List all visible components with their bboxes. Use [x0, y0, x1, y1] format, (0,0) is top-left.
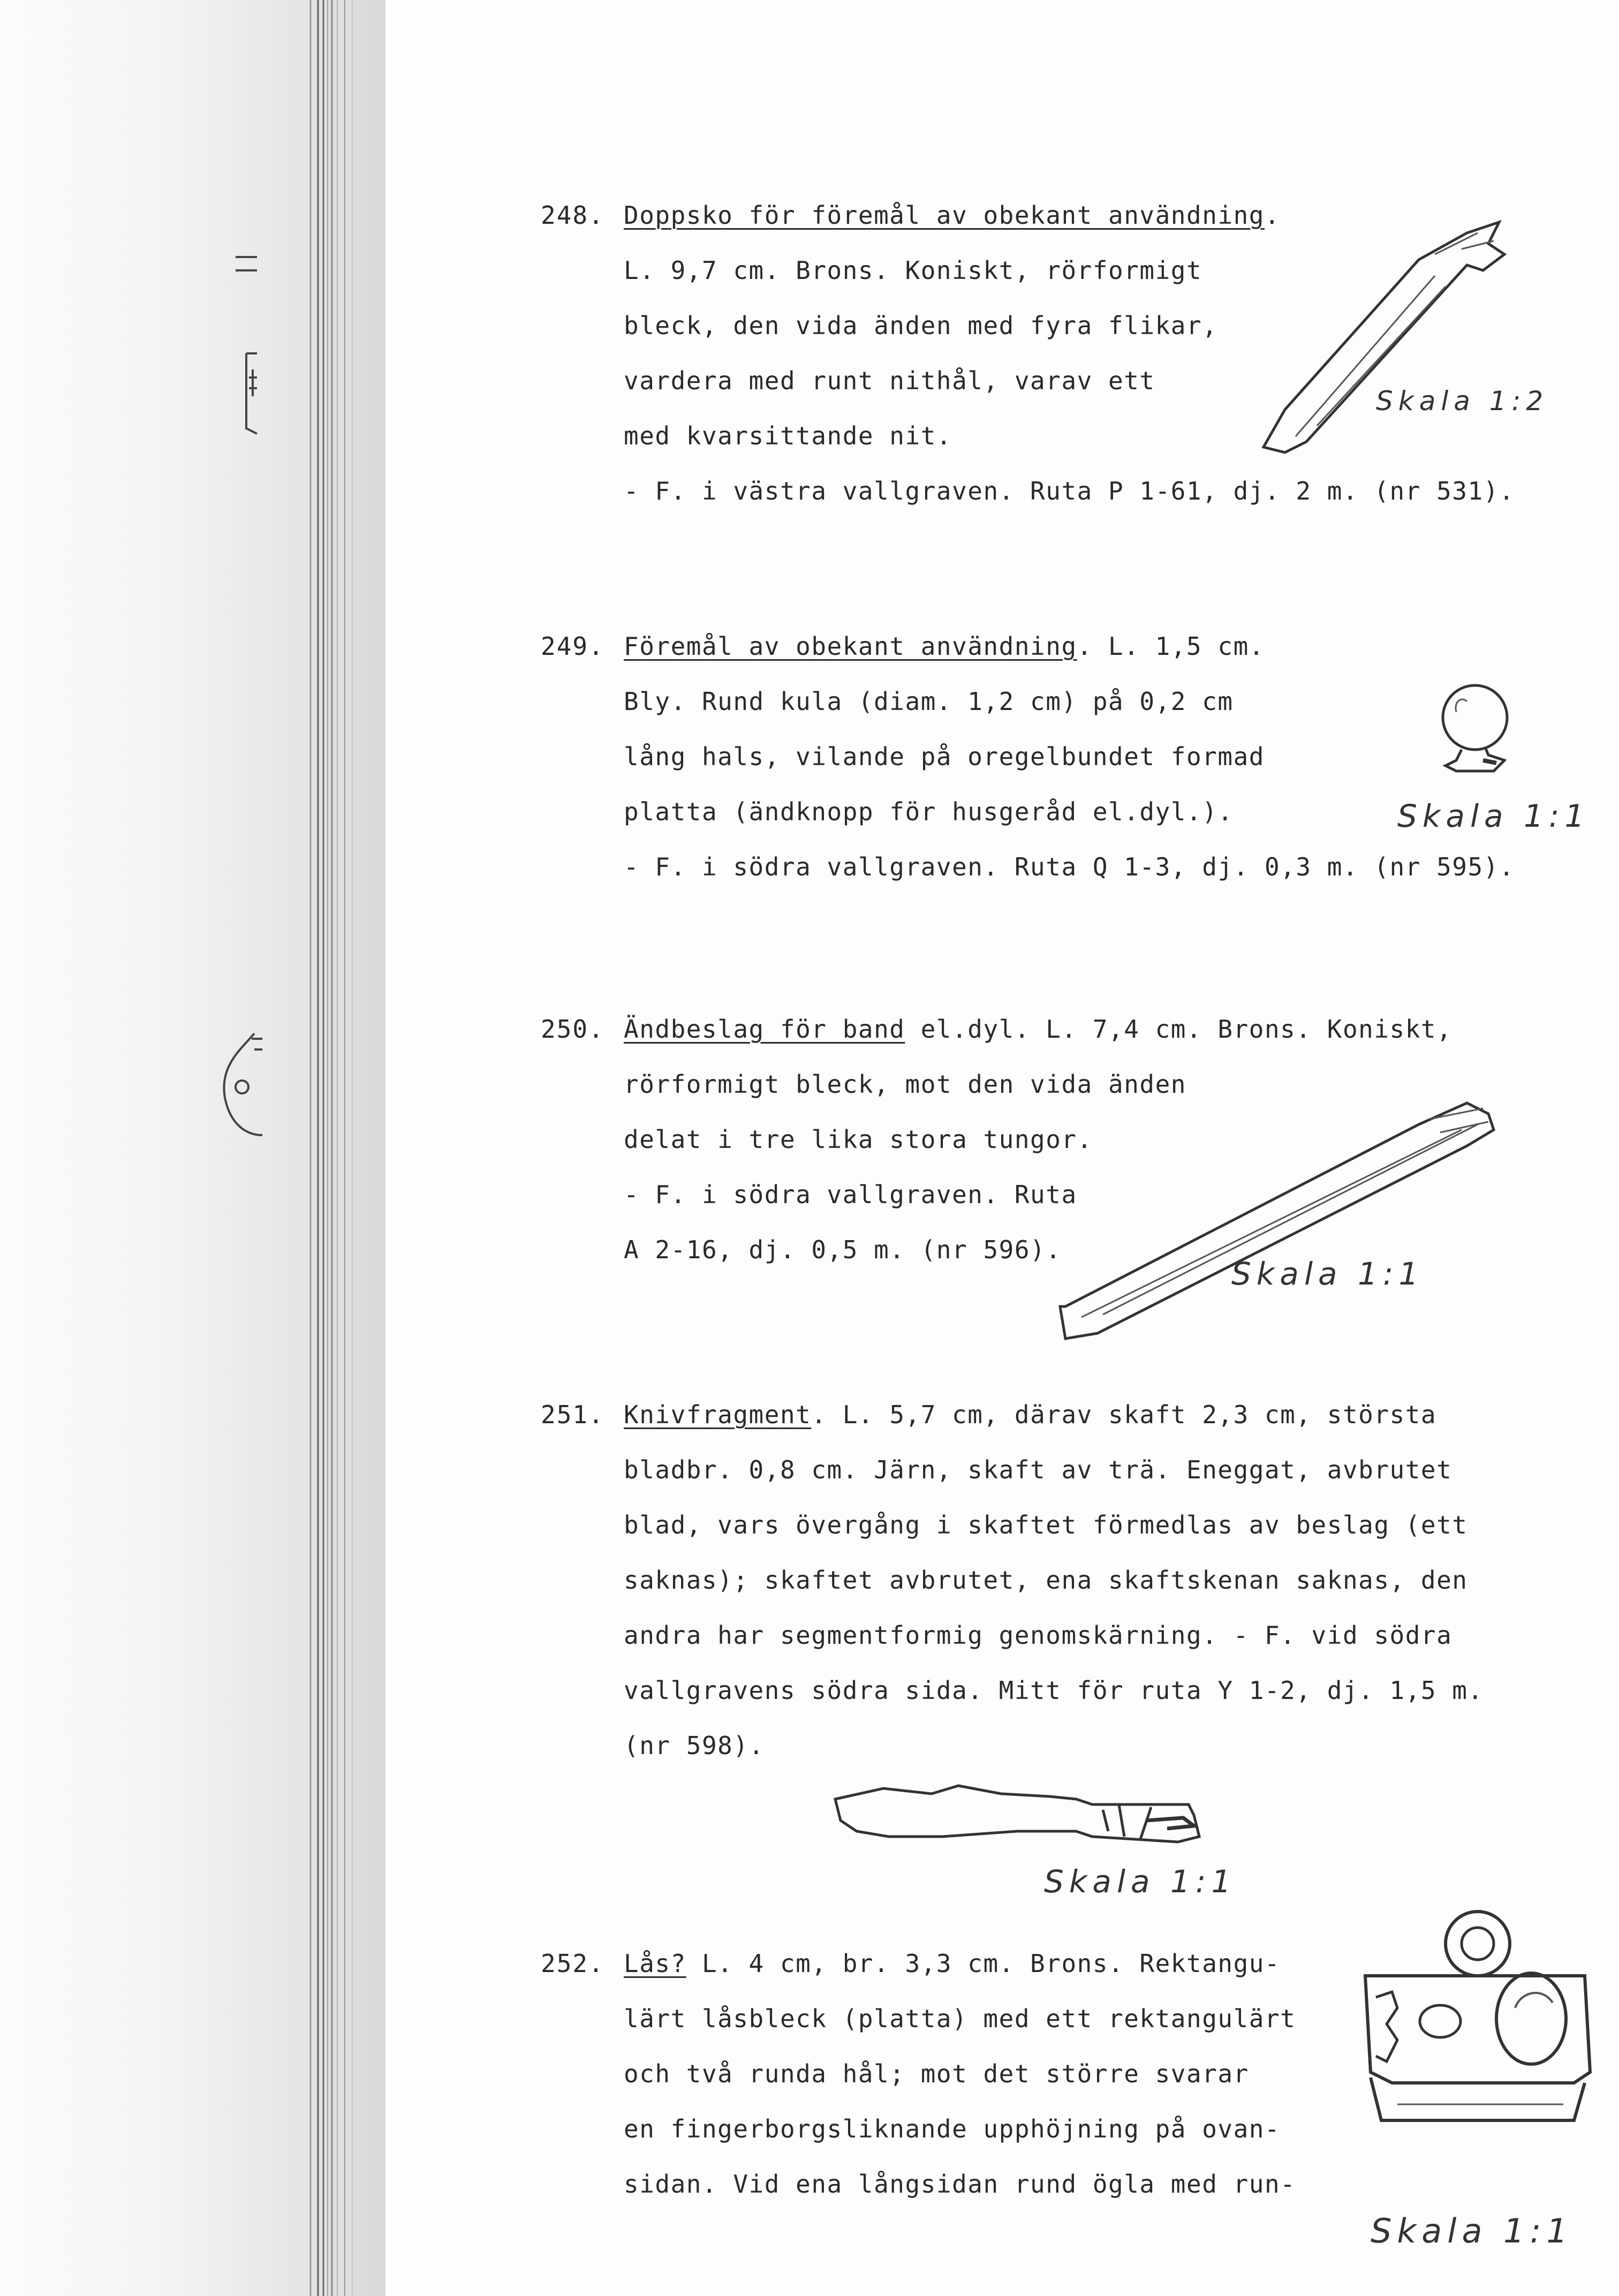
entry-text-line: bleck, den vida änden med fyra flikar,	[624, 311, 1218, 340]
entry-title-line	[624, 1949, 1280, 1978]
entry-title-suffix: el.dyl. L. 7,4 cm. Brons. Koniskt,	[905, 1015, 1452, 1044]
entry-title-suffix: . L. 1,5 cm.	[1077, 632, 1265, 661]
entry-findspot-line: - F. i västra vallgraven. Ruta P 1-61, dj. 2 m. (nr 531).	[624, 477, 1515, 505]
lock-plate-sketch	[1349, 1901, 1606, 2152]
entry-text-line: Bly. Rund kula (diam. 1,2 cm) på 0,2 cm	[624, 687, 1234, 716]
knob-sketch	[1424, 680, 1531, 787]
scale-note: Skala 1:1	[1371, 2211, 1573, 2250]
entry-text-line: rörformigt bleck, mot den vida änden	[624, 1070, 1186, 1099]
entry-text-line: andra har segmentformig genomskärning. - F. vid södra	[624, 1621, 1452, 1650]
entry-text-line: - F. i södra vallgraven. Ruta	[624, 1180, 1077, 1209]
entry-text-line: vardera med runt nithål, varav ett	[624, 366, 1155, 395]
entry-title: Doppsko för föremål av obekant användning	[624, 201, 1265, 230]
entry-title: Föremål av obekant användning	[624, 632, 1077, 661]
entry-title: Lås?	[624, 1949, 686, 1978]
entry-text-line: saknas); skaftet avbrutet, ena skaftskenan saknas, den	[624, 1566, 1468, 1595]
entry-title-suffix: L. 4 cm, br. 3,3 cm. Brons. Rektangu-	[686, 1949, 1281, 1978]
entry-findspot-line: A 2-16, dj. 0,5 m. (nr 596).	[624, 1235, 1062, 1264]
entry-title-suffix: . L. 5,7 cm, därav skaft 2,3 cm, största	[811, 1400, 1437, 1429]
entry-title-line	[624, 201, 1280, 230]
entry-number: 248.	[541, 201, 604, 230]
knife-fragment-sketch	[824, 1778, 1210, 1853]
entry-text-line: sidan. Vid ena långsidan rund ögla med run-	[624, 2170, 1296, 2199]
entry-text-line: platta (ändknopp för husgeråd el.dyl.).	[624, 797, 1234, 826]
scale-note: Skala 1:2	[1376, 386, 1549, 417]
entry-title-line	[624, 632, 1265, 661]
page-stack-edges	[300, 0, 385, 2296]
ferrule-sketch	[1253, 212, 1531, 469]
entry-title-line	[624, 1015, 1452, 1044]
entry-text-line: med kvarsittande nit.	[624, 421, 952, 450]
entry-text-line: lärt låsbleck (platta) med ett rektangulärt	[624, 2004, 1296, 2033]
entry-title-line	[624, 1400, 1436, 1429]
entry-number: 249.	[541, 632, 604, 661]
entry-text-line: L. 9,7 cm. Brons. Koniskt, rörformigt	[624, 256, 1202, 285]
scale-note: Skala 1:1	[1397, 798, 1590, 834]
entry-title: Ändbeslag för band	[624, 1015, 905, 1044]
entry-findspot-line: (nr 598).	[624, 1731, 765, 1760]
entry-text-line: en fingerborgsliknande upphöjning på ovan-	[624, 2114, 1281, 2143]
entry-text-line: vallgravens södra sida. Mitt för ruta Y 1-2, dj. 1,5 m.	[624, 1676, 1484, 1705]
strap-end-sketch	[1055, 1092, 1510, 1349]
entry-text-line: blad, vars övergång i skaftet förmedlas av beslag (ett	[624, 1510, 1468, 1539]
entry-number: 251.	[541, 1400, 604, 1429]
entry-text-line: lång hals, vilande på oregelbundet formad	[624, 742, 1265, 771]
scale-note: Skala 1:1	[1231, 1256, 1424, 1292]
entry-number: 252.	[541, 1949, 604, 1978]
entry-text-line: delat i tre lika stora tungor.	[624, 1125, 1093, 1154]
entry-number: 250.	[541, 1015, 604, 1044]
entry-findspot-line: - F. i södra vallgraven. Ruta Q 1-3, dj. 0,3 m. (nr 595).	[624, 852, 1515, 881]
scale-note: Skala 1:1	[1044, 1863, 1237, 1900]
entry-text-line: och två runda hål; mot det större svarar	[624, 2059, 1249, 2088]
facing-page-marks	[203, 0, 289, 2296]
entry-title-suffix: .	[1264, 201, 1281, 230]
entry-title: Knivfragment	[624, 1400, 812, 1429]
entry-text-line: bladbr. 0,8 cm. Järn, skaft av trä. Eneggat, avbrutet	[624, 1455, 1452, 1484]
